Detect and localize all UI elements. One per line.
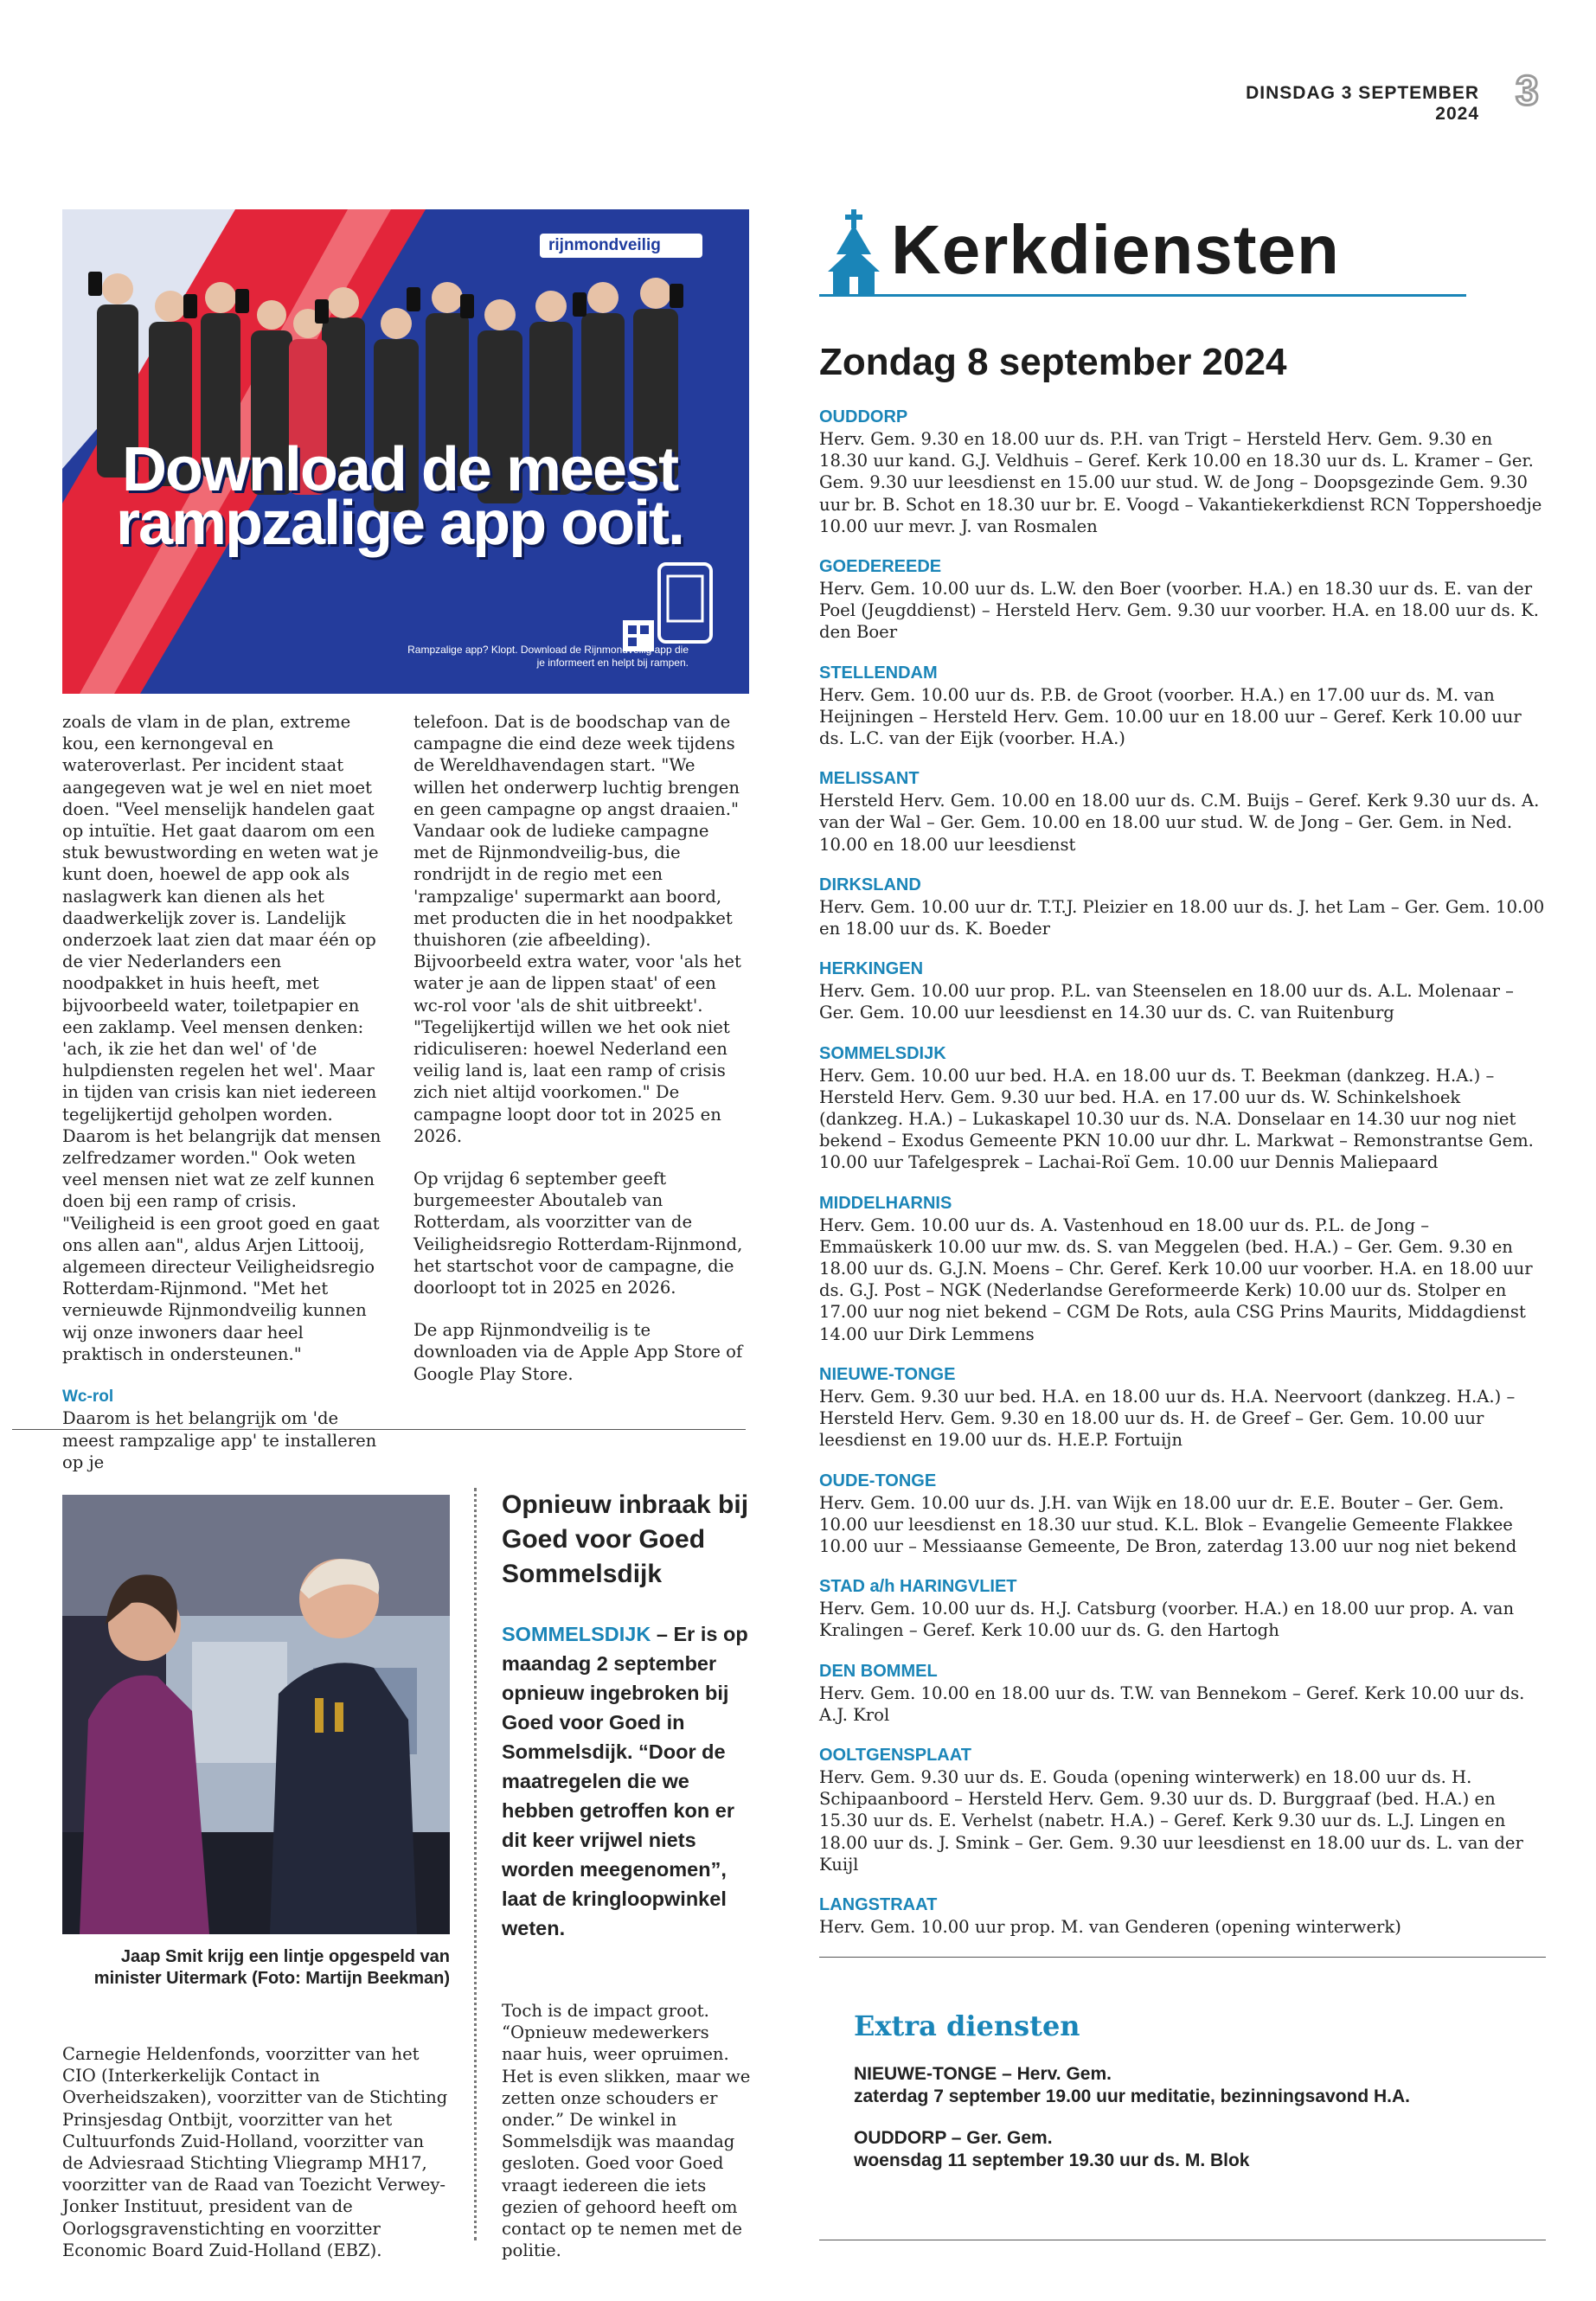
service-text: Herv. Gem. 10.00 en 18.00 uur ds. T.W. van Bennekom – Geref. Kerk 10.00 uur ds. A.J. Krol — [819, 1682, 1525, 1725]
service-text: Herv. Gem. 10.00 uur ds. A. Vastenhoud en 18.00 uur ds. P.L. de Jong – Emmaüskerk 10.00 uur mw. ds. S. van Meggelen (bed. H.A.) – Ger. Gem. 9.30 en 18.00 uur ds. G.J.N. Moens – Chr. Geref. Kerk 10.00 uur voorber. H.A. en 18.00 uur ds. G.J. Post – NGK (Nederlandse Gereformeerde Kerk) 10.00 uur ds. Stolper en 17.00 uur nog niet bekend – CGM De Rots, aula CSG Prins Maurits, Middagdienst 14.00 uur Dirk Lemmens — [819, 1215, 1533, 1344]
service-entry — [819, 1364, 1546, 1452]
service-town: STELLENDAM — [819, 663, 938, 683]
bio-paragraph: Carnegie Heldenfonds, voorzitter van het CIO (Interkerkelijk Contact in Overheidszaken), voorzitter van de Stichting Prinsjesdag Ontbijt, voorzitter van het Cultuurfonds Zuid-Holland, voorzitter van de Adviesraad Stichting Vliegramp MH17, voorzitter van de Raad van Toezicht Verwey-Jonker Instituut, president van de Oorlogsgravenstichting en voorzitter Economic Board Zuid-Holland (EBZ). — [62, 2044, 448, 2260]
ad-small-print: Rampzalige app? Klopt. Download de Rijnmondveilig app die je informeert en helpt bij rampen. — [407, 644, 689, 669]
service-text: Herv. Gem. 9.30 en 18.00 uur ds. P.H. van Trigt – Hersteld Herv. Gem. 9.30 en 18.30 uur kand. G.J. Veldhuis – Geref. Kerk 10.00 en 18.30 uur ds. L. Kramer – Ger. Gem. 9.30 uur leesdienst en 15.00 uur stud. W. de Jong – Doopsgezinde Gem. 9.30 uur br. B. Schot en 18.30 uur br. E. Voogd – Vakantiekerkdienst RCN Toppershoedje 10.00 uur mevr. J. van Rosmalen — [819, 429, 1542, 536]
service-list — [819, 407, 1546, 1957]
extra-service-details: zaterdag 7 september 19.00 uur meditatie, bezinningsavond H.A. — [854, 2086, 1411, 2106]
service-entry — [819, 556, 1546, 644]
article-paragraph: zoals de vlam in de plan, extreme kou, een kernongeval en wateroverlast. Per incident staat aangegeven wat je wel en niet moet doen. "Veel menselijk handelen gaat op intuïtie. Het gaat daarom om een stuk bewustwording en weten wat je kunt doen, hoewel de app ook als naslagwerk kan dienen als het daadwerkelijk zover is. Landelijk onderzoek laat zien dat maar één op de vier Nederlanders een noodpakket in huis heeft, met bijvoorbeeld water, toiletpapier en een zaklamp. Veel mensen denken: 'ach, ik zie het dan wel' of 'de hulpdiensten regelen het wel'. Maar in tijden van crisis kan niet iedereen tegelijkertijd geholpen worden. Daarom is het belangrijk dat mensen zelfredzamer worden." Ook weten veel mensen niet wat ze zelf kunnen doen bij een ramp of crisis. "Veiligheid is een groot goed en gaat ons allen aan", aldus Arjen Littooij, algemeen directeur Veiligheidsregio Rotterdam-Rijnmond. "Met het vernieuwde Rijnmondveilig kunnen wij onze inwoners daar heel praktisch in ondersteunen." — [62, 712, 381, 1364]
church-icon — [826, 209, 881, 294]
burglary-lead — [502, 1619, 761, 1943]
extra-service-location: NIEUWE-TONGE – Herv. Gem. — [854, 2064, 1112, 2084]
service-text: Herv. Gem. 10.00 uur dr. T.T.J. Pleizier en 18.00 uur ds. J. het Lam – Ger. Gem. 10.00 en 18.00 uur ds. K. Boeder — [819, 896, 1545, 939]
service-town: DEN BOMMEL — [819, 1661, 938, 1681]
burglary-location: SOMMELSDIJK — [502, 1623, 651, 1645]
service-entry — [819, 663, 1546, 750]
article-subhead: Wc-rol — [62, 1388, 114, 1407]
service-text: Herv. Gem. 10.00 uur ds. H.J. Catsburg (voorber. H.A.) en 18.00 uur prop. A. van Kralingen – Geref. Kerk 10.00 uur ds. G. den Hartogh — [819, 1599, 1515, 1641]
service-town: HERKINGEN — [819, 959, 924, 979]
ad-headline: Download de meest rampzalige app ooit. — [115, 435, 684, 558]
extra-service-location: OUDDORP – Ger. Gem. — [854, 2128, 1053, 2148]
service-text: Hersteld Herv. Gem. 10.00 en 18.00 uur ds. C.M. Buijs – Geref. Kerk 9.30 uur ds. A. van der Wal – Ger. Gem. 10.00 en 18.00 uur stud. W. de Jong – Ger. Gem. in Ned. 10.00 en 18.00 uur leesdienst — [819, 791, 1540, 855]
advertisement[interactable] — [62, 209, 749, 694]
burglary-headline: Opnieuw inbraak bij Goed voor Goed Sommelsdijk — [502, 1490, 749, 1588]
article-paragraph: De app Rijnmondveilig is te downloaden via de Apple App Store of Google Play Store. — [413, 1320, 743, 1384]
service-town: MELISSANT — [819, 769, 920, 789]
service-town: MIDDELHARNIS — [819, 1193, 952, 1213]
header-date: DINSDAG 3 SEPTEMBER 2024 — [1246, 83, 1479, 124]
service-town: LANGSTRAAT — [819, 1894, 938, 1914]
service-entry — [819, 1471, 1546, 1558]
service-text: Herv. Gem. 10.00 uur ds. P.B. de Groot (voorber. H.A.) en 17.00 uur ds. M. van Heijningen – Hersteld Herv. Gem. 10.00 uur en 18.00 uur – Geref. Kerk 10.00 uur ds. L.C. van der Eijk (voorber. H.A.) — [819, 684, 1522, 749]
service-text: Herv. Gem. 9.30 uur ds. E. Gouda (opening winterwerk) en 18.00 uur ds. H. Schipaanboord – Hersteld Herv. Gem. 9.30 uur ds. D. Burggraaf (bed. H.A.) en 15.30 uur ds. E. Verhelst (nabetr. H.A.) – Geref. Kerk 9.30 uur ds. L.J. Lingen en 18.00 uur ds. J. Smink – Ger. Gem. 9.30 uur leesdienst en 18.00 uur ds. L. van der Kuijl — [819, 1766, 1523, 1875]
service-entry — [819, 407, 1546, 537]
service-town: STAD a/h HARINGVLIET — [819, 1577, 1017, 1597]
service-entry — [819, 768, 1546, 856]
service-text: Herv. Gem. 10.00 uur ds. J.H. van Wijk en 18.00 uur dr. E.E. Bouter – Ger. Gem. 10.00 uur leesdienst en 18.30 uur stud. K.L. Blok – Evangelie Gemeente Flakkee 10.00 uur – Messiaanse Gemeente, De Bron, zaterdag 13.00 uur nog niet bekend — [819, 1492, 1517, 1556]
service-entry — [819, 1043, 1546, 1174]
burglary-body: Toch is de impact groot. “Opnieuw medewerkers naar huis, weer opruimen. Het is even slikken, maar we zetten onze schouders er onder.” De winkel in Sommelsdijk was maandag gesloten. Goed voor Goed vraagt iedereen die iets gezien of gehoord heeft om contact op te nemen met de politie. — [502, 2001, 751, 2261]
article-column-1 — [62, 711, 384, 1473]
section-divider — [12, 1429, 746, 1430]
service-town: GOEDEREEDE — [819, 557, 942, 577]
service-town: OUDE-TONGE — [819, 1471, 937, 1490]
service-town: OOLTGENSPLAAT — [819, 1745, 971, 1765]
photo-caption: Jaap Smit krijg een lintje opgespeld van minister Uitermark (Foto: Martijn Beekman) — [93, 1947, 450, 1988]
service-text: Herv. Gem. 10.00 uur prop. M. van Genderen (opening winterwerk) — [819, 1916, 1401, 1937]
service-town: SOMMELSDIJK — [819, 1043, 946, 1063]
article-paragraph: Op vrijdag 6 september geeft burgemeester Aboutaleb van Rotterdam, als voorzitter van de Veiligheidsregio Rotterdam-Rijnmond, het startschot voor de campagne, die doorloopt tot in 2025 en 2026. — [413, 1169, 743, 1298]
service-entry — [819, 958, 1546, 1023]
article-column-2 — [413, 711, 747, 1385]
service-entry — [819, 1745, 1546, 1875]
ceremony-photo — [62, 1495, 450, 1934]
kerkdiensten-rule — [819, 294, 1466, 297]
service-entry — [819, 1894, 1546, 1938]
kerkdiensten-title: Kerkdiensten — [891, 211, 1340, 288]
extra-services-box — [819, 1957, 1546, 2240]
extra-service-item — [854, 2127, 1250, 2172]
service-entry — [819, 875, 1546, 939]
service-town: OUDDORP — [819, 407, 908, 426]
service-entry — [819, 1576, 1546, 1641]
service-entry — [819, 1193, 1546, 1345]
service-text: Herv. Gem. 10.00 uur ds. L.W. den Boer (voorber. H.A.) en 18.30 uur ds. E. van der Poel (Jeugddienst) – Hersteld Herv. Gem. 9.30 uur voorber. H.A. en 18.00 uur ds. K. den Boer — [819, 579, 1540, 643]
page-number: 3 — [1516, 68, 1539, 114]
article-paragraph: Daarom is het belangrijk om 'de meest rampzalige app' te installeren op je — [62, 1408, 377, 1472]
extra-service-item — [854, 2063, 1410, 2108]
service-text: Herv. Gem. 10.00 uur bed. H.A. en 18.00 uur ds. T. Beekman (dankzeg. H.A.) – Hersteld Herv. Gem. 9.30 uur bed. H.A. en 17.00 uur ds. W. Schinkelshoek (dankzeg. H.A.) – Lukaskapel 10.30 uur ds. N.A. Donselaar en 14.30 uur nog niet bekend – Exodus Gemeente PKN 10.00 uur dhr. L. Markwat – Remonstrantse Gem. 10.00 uur Tafelgesprek – Lachai-Roï Gem. 10.00 uur Dennis Maliepaard — [819, 1065, 1534, 1173]
column-dotted-divider — [474, 1488, 477, 2240]
service-entry — [819, 1661, 1546, 1726]
service-town: NIEUWE-TONGE — [819, 1364, 956, 1384]
extra-services-title: Extra diensten — [854, 2009, 1080, 2042]
service-text: Herv. Gem. 10.00 uur prop. P.L. van Steenselen en 18.00 uur ds. A.L. Molenaar – Ger. Gem. 10.00 uur leesdienst en 14.30 uur ds. C. van Ruitenburg — [819, 981, 1514, 1023]
burglary-lead-text: – Er is op maandag 2 september opnieuw ingebroken bij Goed voor Goed in Sommelsdijk. “Door de maatregelen die we hebben getroffen kon er dit keer vrijwel niets worden meegenomen”, laat de kringloopwinkel weten. — [502, 1623, 748, 1939]
ad-brand-logo: rijnmondveilig — [540, 234, 702, 258]
service-text: Herv. Gem. 9.30 uur bed. H.A. en 18.00 uur ds. H.A. Neervoort (dankzeg. H.A.) – Hersteld Herv. Gem. 9.30 en 18.00 uur ds. H. de Greef – Ger. Gem. 10.00 uur leesdienst en 19.00 uur ds. H.E.P. Fortuijn — [819, 1386, 1516, 1451]
article-paragraph: telefoon. Dat is de boodschap van de campagne die eind deze week tijdens de Wereldhavendagen start. "We willen het onderwerp luchtig brengen en geen campagne op angst draaien." Vandaar ook de ludieke campagne met de Rijnmondveilig-bus, die rondrijdt in de regio met een 'rampzalige' supermarkt aan boord, met producten die in het noodpakket thuishoren (zie afbeelding). Bijvoorbeeld extra water, voor 'als het water je aan de lippen staat' of een wc-rol voor 'als de shit uitbreekt'. "Tegelijkertijd willen we het ook niet ridiculiseren: hoewel Nederland een veilig land is, laat een ramp of crisis zich niet altijd voorkomen." De campagne loopt door tot in 2025 en 2026. — [413, 712, 741, 1146]
extra-service-details: woensdag 11 september 19.30 uur ds. M. Blok — [854, 2150, 1250, 2170]
kerkdiensten-date: Zondag 8 september 2024 — [819, 341, 1287, 383]
service-town: DIRKSLAND — [819, 875, 921, 894]
